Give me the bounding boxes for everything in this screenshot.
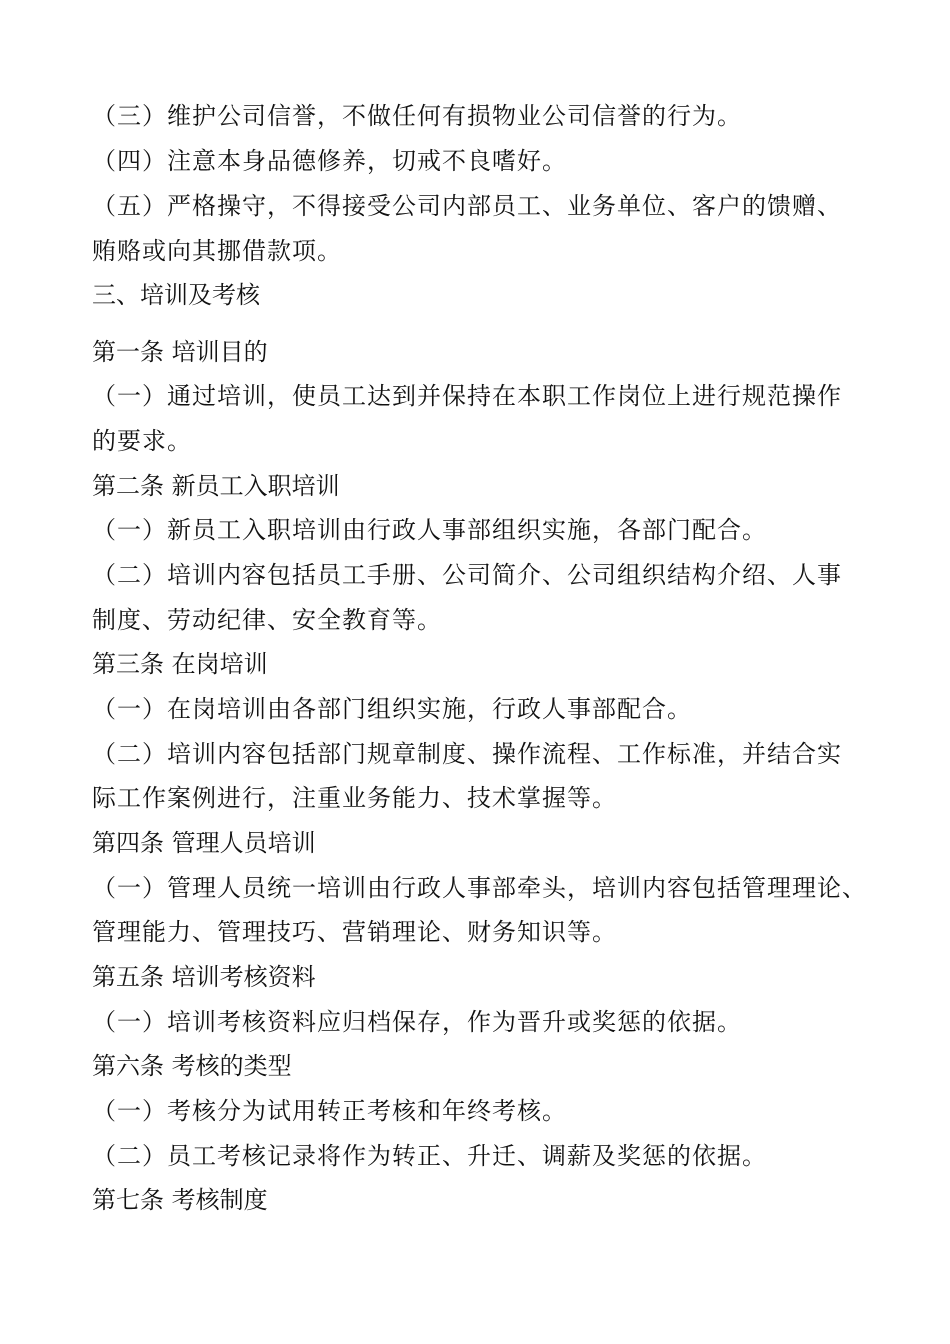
article-heading: 第一条 培训目的 [92,338,268,366]
article-heading: 第四条 管理人员培训 [92,829,316,857]
paragraph-line: 贿赂或向其挪借款项。 [92,237,342,265]
paragraph-line: 际工作案例进行，注重业务能力、技术掌握等。 [92,784,617,812]
paragraph-line: （三）维护公司信誉，不做任何有损物业公司信誉的行为。 [92,102,742,130]
paragraph-line: （二）培训内容包括部门规章制度、操作流程、工作标准，并结合实 [92,740,842,768]
article-heading: 第二条 新员工入职培训 [92,472,340,500]
paragraph-line: 制度、劳动纪律、安全教育等。 [92,606,442,634]
paragraph-line: （一）新员工入职培训由行政人事部组织实施，各部门配合。 [92,516,767,544]
article-heading: 第七条 考核制度 [92,1186,268,1214]
section-heading: 三、培训及考核 [92,281,260,309]
paragraph-line: （一）培训考核资料应归档保存，作为晋升或奖惩的依据。 [92,1008,742,1036]
paragraph-line: （一）考核分为试用转正考核和年终考核。 [92,1097,567,1125]
paragraph-line: （一）在岗培训由各部门组织实施，行政人事部配合。 [92,695,692,723]
article-heading: 第六条 考核的类型 [92,1052,292,1080]
paragraph-line: 的要求。 [92,427,192,455]
paragraph-line: 管理能力、管理技巧、营销理论、财务知识等。 [92,918,617,946]
article-heading: 第三条 在岗培训 [92,650,268,678]
article-heading: 第五条 培训考核资料 [92,963,316,991]
paragraph-line: （一）管理人员统一培训由行政人事部牵头，培训内容包括管理理论、 [92,874,867,902]
paragraph-line: （二）员工考核记录将作为转正、升迁、调薪及奖惩的依据。 [92,1142,767,1170]
paragraph-line: （五）严格操守，不得接受公司内部员工、业务单位、客户的馈赠、 [92,192,842,220]
paragraph-line: （四）注意本身品德修养，切戒不良嗜好。 [92,147,567,175]
paragraph-line: （二）培训内容包括员工手册、公司简介、公司组织结构介绍、人事 [92,561,842,589]
paragraph-line: （一）通过培训，使员工达到并保持在本职工作岗位上进行规范操作 [92,382,842,410]
